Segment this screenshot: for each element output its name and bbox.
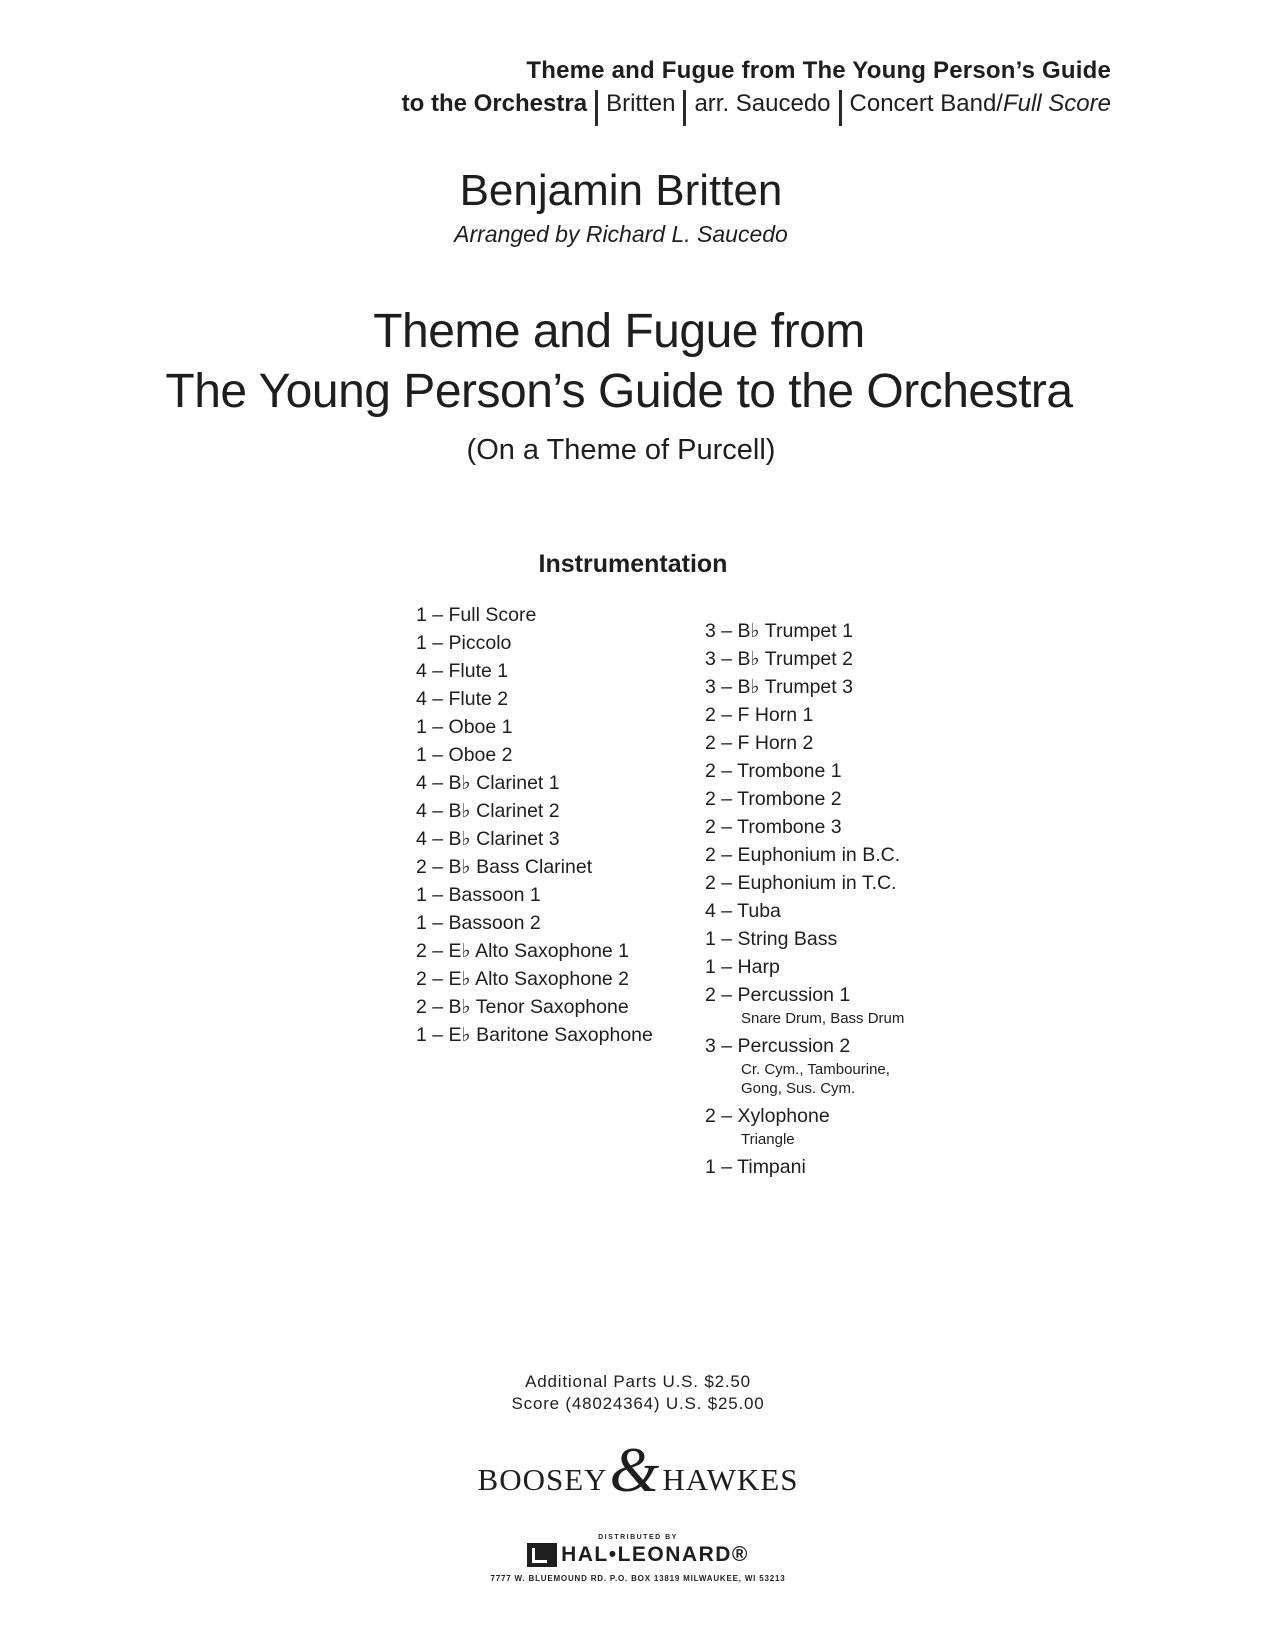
instrument-item: 2 – E♭ Alto Saxophone 2 (416, 968, 630, 990)
header-composer: Britten (606, 90, 676, 117)
instrument-item: 1 – Oboe 2 (416, 744, 513, 766)
instrument-item: 4 – Flute 2 (416, 688, 509, 710)
instrument-item: 2 – B♭ Bass Clarinet (416, 856, 593, 878)
instrument-item: 3 – B♭ Trumpet 2 (705, 648, 853, 670)
page-subtitle: (On a Theme of Purcell) (466, 434, 776, 466)
score-price: Score (48024364) U.S. $25.00 (511, 1394, 765, 1413)
header-arranger: arr. Saucedo (694, 90, 831, 117)
instrumentation-heading (0, 550, 1276, 579)
instrument-item: 1 – Piccolo (416, 632, 512, 654)
instrument-item: 2 – Trombone 1 (705, 760, 842, 782)
instrument-item: 1 – Harp (705, 956, 780, 978)
composer-name: Benjamin Britten (459, 166, 783, 215)
instrument-item: 4 – Tuba (705, 900, 781, 922)
publisher-logo (0, 1434, 1276, 1505)
arranger-credit: Arranged by Richard L. Saucedo (454, 221, 788, 247)
instrument-item: 4 – B♭ Clarinet 1 (416, 772, 560, 794)
distributed-by-label: DISTRIBUTED BY (598, 1534, 678, 1541)
instrument-item: 2 – Euphonium in T.C. (705, 872, 897, 894)
instrument-item: 4 – B♭ Clarinet 2 (416, 800, 560, 822)
instrument-item: 4 – Flute 1 (416, 660, 509, 682)
instrument-item: 2 – Trombone 3 (705, 816, 842, 838)
instrument-item: 2 – E♭ Alto Saxophone 1 (416, 940, 630, 962)
instrument-item: 1 – Bassoon 1 (416, 884, 541, 906)
header-divider (683, 90, 686, 126)
header-title-line2 (402, 86, 1111, 122)
header-edition: Full Score (1002, 90, 1111, 117)
additional-parts-price: Additional Parts U.S. $2.50 (525, 1372, 751, 1391)
header-title-line1: Theme and Fugue from The Young Person’s Guide (526, 57, 1111, 84)
instrument-item-note-line: Gong, Sus. Cym. (741, 1080, 856, 1097)
instrument-item: 2 – Xylophone (705, 1105, 830, 1127)
header-ensemble: Concert Band/ (849, 90, 1003, 117)
instrument-item: 1 – Full Score (416, 604, 537, 626)
instrument-item: 2 – B♭ Tenor Saxophone (416, 996, 629, 1018)
instrument-item-note-line: Snare Drum, Bass Drum (741, 1010, 905, 1027)
instrument-item: 1 – Bassoon 2 (416, 912, 541, 934)
page-title-line2: The Young Person’s Guide to the Orchestra (165, 365, 1073, 418)
page-title-line1: Theme and Fugue from (373, 305, 865, 358)
ampersand-glyph: & (609, 1434, 661, 1505)
instrument-list-left (416, 601, 653, 1049)
instrument-item-note-line: Triangle (741, 1131, 795, 1148)
instrument-item: 3 – B♭ Trumpet 3 (705, 676, 853, 698)
instrument-item-note (705, 1009, 904, 1028)
instrument-item: 2 – Percussion 1 (705, 984, 851, 1006)
instrument-item: 1 – String Bass (705, 928, 838, 950)
instrument-item: 2 – F Horn 1 (705, 704, 814, 726)
distributor-name: HAL•LEONARD® (561, 1543, 749, 1566)
publisher-name-right: HAWKES (662, 1462, 799, 1497)
instrument-item: 2 – F Horn 2 (705, 732, 814, 754)
composer-block (0, 165, 1276, 249)
price-block (0, 1371, 1276, 1415)
instrument-list-right (705, 617, 904, 1181)
instrument-item: 2 – Euphonium in B.C. (705, 844, 901, 866)
instrument-item-note-line: Cr. Cym., Tambourine, (741, 1061, 890, 1078)
instrument-item: 3 – B♭ Trumpet 1 (705, 620, 853, 642)
header-divider (839, 90, 842, 126)
instrument-item-note (705, 1060, 904, 1098)
header-divider (595, 90, 598, 126)
distributor-address: 7777 W. BLUEMOUND RD. P.O. BOX 13819 MILWAUKEE, WI 53213 (490, 1574, 786, 1583)
hal-leonard-mark-icon (527, 1543, 557, 1567)
distributor-block (0, 1534, 1276, 1583)
running-header (402, 56, 1111, 122)
instrumentation-heading-text: Instrumentation (538, 550, 728, 578)
publisher-name-left: BOOSEY (477, 1462, 608, 1497)
instrument-item: 1 – E♭ Baritone Saxophone (416, 1024, 653, 1046)
hal-leonard-logo (527, 1543, 749, 1567)
title-block (0, 302, 1276, 470)
boosey-hawkes-wordmark (477, 1434, 799, 1505)
instrument-item: 2 – Trombone 2 (705, 788, 842, 810)
instrument-item: 3 – Percussion 2 (705, 1035, 851, 1057)
instrument-item: 1 – Timpani (705, 1156, 806, 1178)
instrument-item-note (705, 1130, 904, 1149)
instrument-item: 4 – B♭ Clarinet 3 (416, 828, 560, 850)
header-title-line2-text: to the Orchestra (401, 90, 588, 117)
instrument-item: 1 – Oboe 1 (416, 716, 513, 738)
